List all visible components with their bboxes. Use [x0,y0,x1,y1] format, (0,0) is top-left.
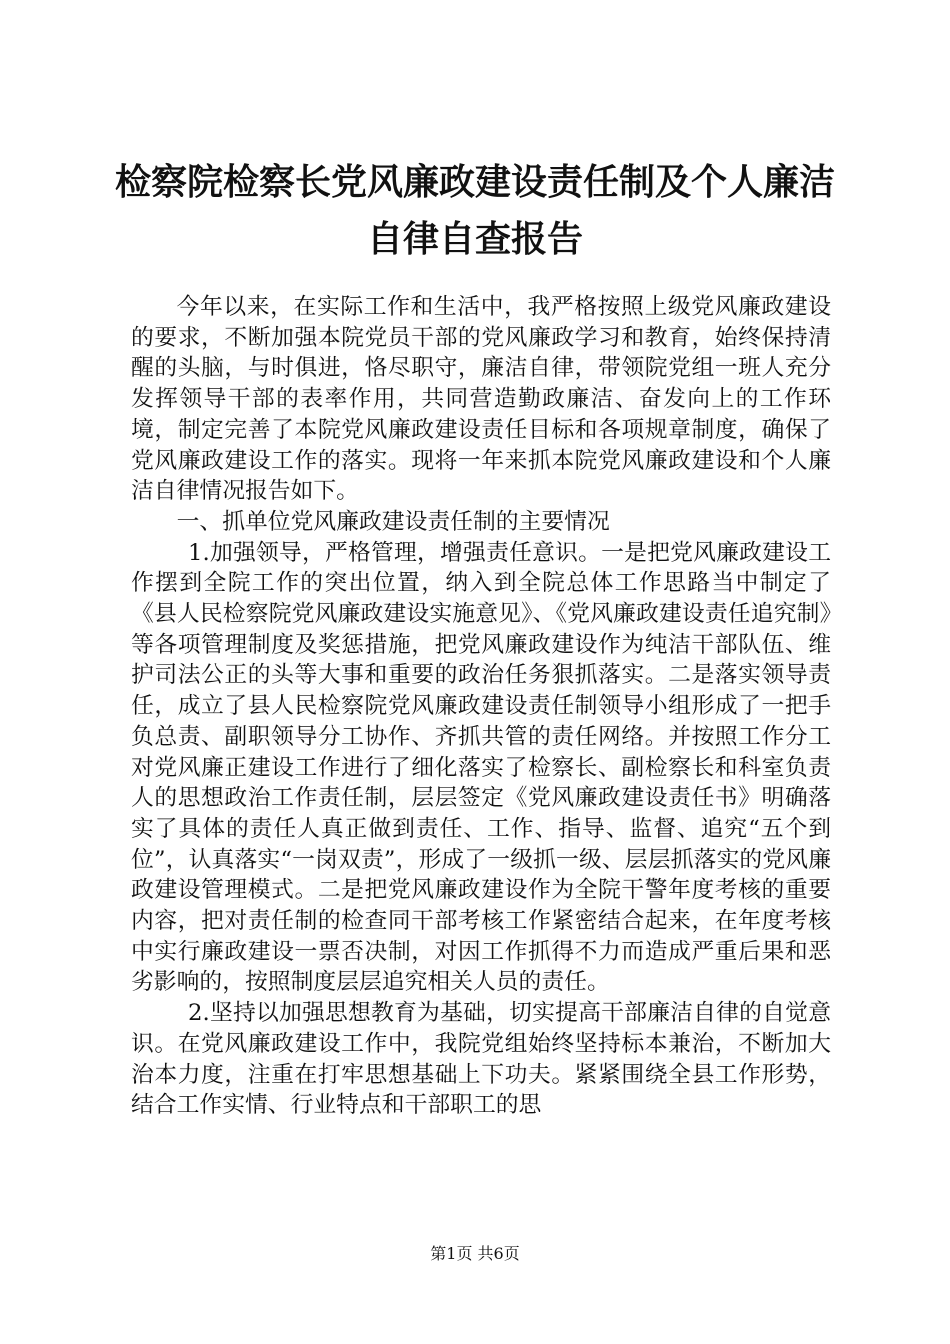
section-item-1: 1.加强领导，严格管理，增强责任意识。一是把党风廉政建设工作摆到全院工作的突出位置，纳入到全院总体工作思路当中制定了《县人民检察院党风廉政建设实施意见》、《党风廉政建设责任追究制》等各项管理制度及奖惩措施，把党风廉政建设作为纯洁干部队伍、维护司法公正的头等大事和重要的政治任务狠抓落实。二是落实领导责任，成立了县人民检察院党风廉政建设责任制领导小组形成了一把手负总责、副职领导分工协作、齐抓共管的责任网络。并按照工作分工对党风廉正建设工作进行了细化落实了检察长、副检察长和科室负责人的思想政治工作责任制，层层签定《党风廉政建设责任书》明确落实了具体的责任人真正做到责任、工作、指导、监督、追究“五个到位”，认真落实“一岗双责”，形成了一级抓一级、层层抓落实的党风廉政建设管理模式。二是把党风廉政建设作为全院干警年度考核的重要内容，把对责任制的检查同干部考核工作紧密结合起来，在年度考核中实行廉政建设一票否决制，对因工作抓得不力而造成严重后果和恶劣影响的，按照制度层层追究相关人员的责任。 [131,539,831,996]
section-item-2: 2.坚持以加强思想教育为基础，切实提高干部廉洁自律的自觉意识。在党风廉政建设工作中，我院党组始终坚持标本兼治，不断加大治本力度，注重在打牢思想基础上下功夫。紧紧围绕全县工作形势，结合工作实情、行业特点和干部职工的思 [131,1000,831,1119]
page-footer: 第1页 共6页 [430,1244,520,1263]
document-title-line-2: 自律自查报告 [366,219,583,260]
document-body [131,292,831,1121]
section-heading-1: 一、抓单位党风廉政建设责任制的主要情况 [176,508,610,535]
document-title-line-1: 检察院检察长党风廉政建设责任制及个人廉洁 [114,162,835,203]
intro-paragraph: 今年以来，在实际工作和生活中，我严格按照上级党风廉政建设的要求，不断加强本院党员干部的党风廉政学习和教育，始终保持清醒的头脑，与时俱进，恪尽职守，廉洁自律，带领院党组一班人充分发挥领导干部的表率作用，共同营造勤政廉洁、奋发向上的工作环境，制定完善了本院党风廉政建设责任目标和各项规章制度，确保了党风廉政建设工作的落实。现将一年来抓本院党风廉政建设和个人廉洁自律情况报告如下。 [131,294,831,505]
